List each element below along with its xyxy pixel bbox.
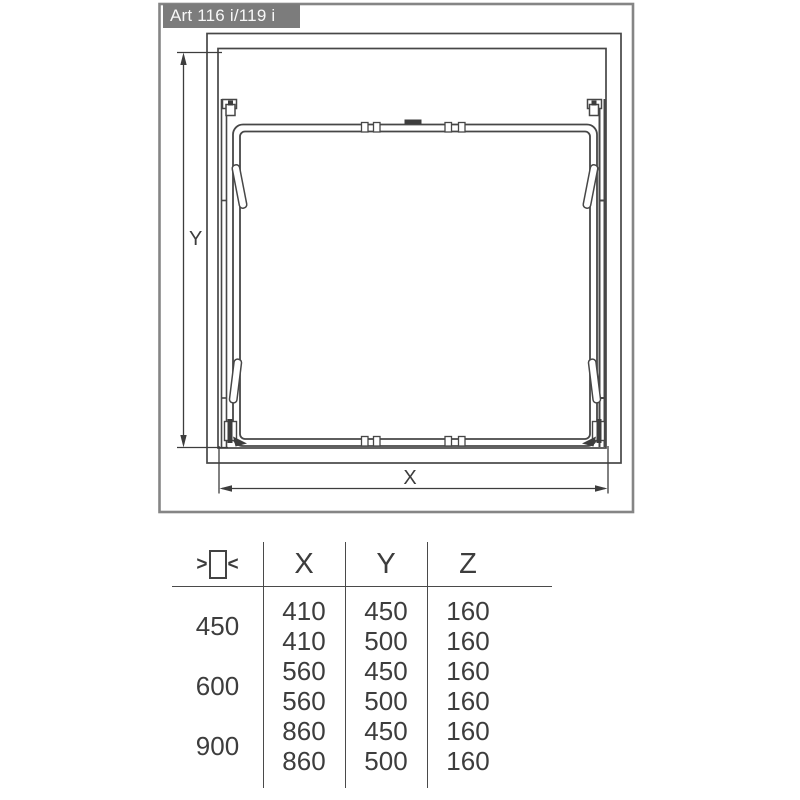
cabinet-width-900: 900 xyxy=(195,731,240,761)
dim-x-label: X xyxy=(403,467,417,489)
dimension-table xyxy=(172,543,552,789)
cell-z: 160 xyxy=(446,715,490,746)
col-header-x: X xyxy=(294,547,314,580)
arrow-left-icon: < xyxy=(227,553,239,575)
cabinet-width-600: 600 xyxy=(195,671,240,701)
cell-x: 560 xyxy=(282,655,326,686)
cell-y: 450 xyxy=(364,595,408,626)
cell-z: 160 xyxy=(446,595,490,626)
pullout-frame xyxy=(233,125,597,447)
table-header-row xyxy=(172,543,552,587)
cabinet-width-450: 450 xyxy=(195,611,240,641)
cell-y: 500 xyxy=(364,685,408,716)
center-stop-block xyxy=(405,120,422,125)
cell-x: 560 xyxy=(282,685,326,716)
cell-x: 410 xyxy=(282,625,326,656)
cell-y: 500 xyxy=(364,745,408,776)
cell-y: 450 xyxy=(364,715,408,746)
cell-y: 450 xyxy=(364,655,408,686)
cell-x: 860 xyxy=(282,745,326,776)
cabinet-width-symbol xyxy=(172,550,263,579)
article-label: Art 116 i/119 i xyxy=(163,4,300,28)
cell-z: 160 xyxy=(446,625,490,656)
width-symbol-box xyxy=(209,550,227,579)
cell-z: 160 xyxy=(446,655,490,686)
arrow-right-icon: > xyxy=(196,553,208,575)
cell-x: 860 xyxy=(282,715,326,746)
col-header-y: Y xyxy=(376,547,396,580)
cell-y: 500 xyxy=(364,625,408,656)
cell-z: 160 xyxy=(446,685,490,716)
cell-x: 410 xyxy=(282,595,326,626)
col-header-z: Z xyxy=(459,547,477,580)
cell-z: 160 xyxy=(446,745,490,776)
dim-y-label: Y xyxy=(189,228,203,250)
